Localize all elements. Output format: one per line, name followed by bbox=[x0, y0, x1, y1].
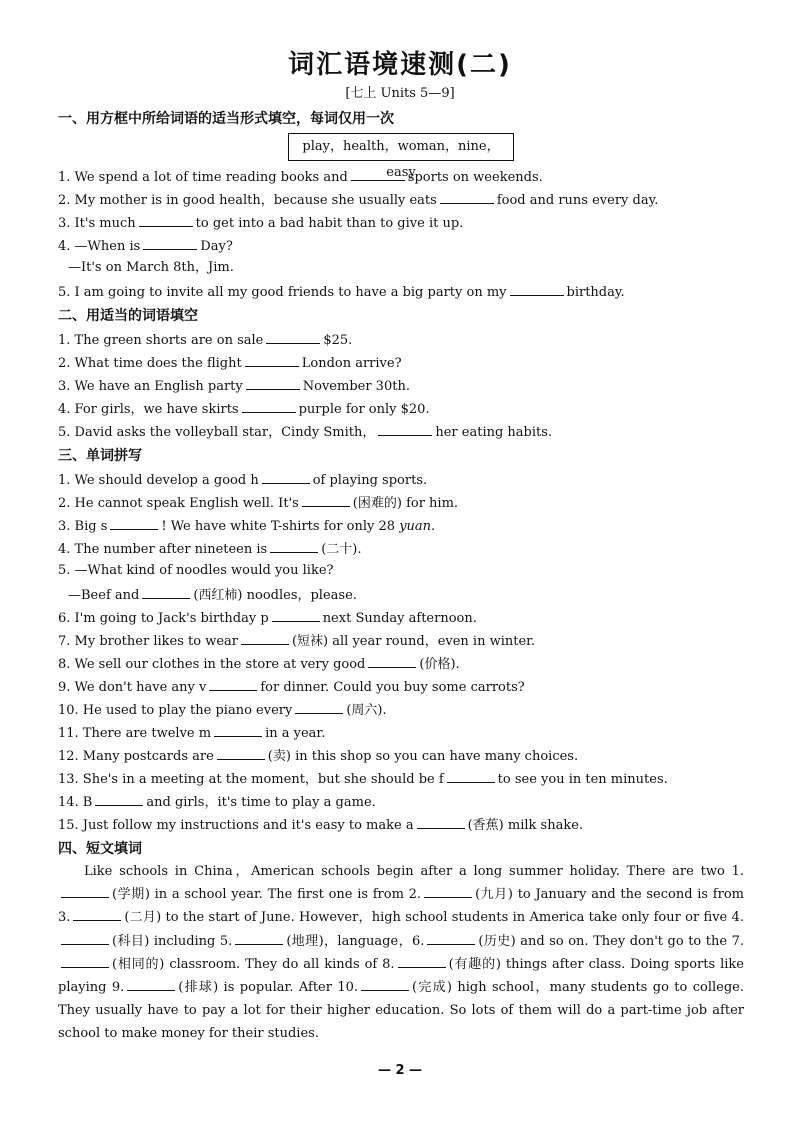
answer-blank[interactable] bbox=[110, 516, 158, 530]
answer-blank[interactable] bbox=[447, 769, 495, 783]
answer-blank[interactable] bbox=[378, 422, 432, 436]
page-number: — 2 — bbox=[377, 1063, 423, 1078]
answer-blank[interactable] bbox=[246, 376, 300, 390]
s1-item-5: 5. I am going to invite all my good friends to have a big party on my birthday. bbox=[58, 282, 625, 302]
s1-item-4-answer: —It's on March 8th，Jim. bbox=[68, 260, 234, 275]
s3-item-14: 14. B and girls，it's time to play a game. bbox=[58, 792, 376, 812]
s3-item-7: 7. My brother likes to wear (短袜) all year round，even in winter. bbox=[58, 631, 535, 651]
answer-blank[interactable] bbox=[217, 746, 265, 760]
answer-blank[interactable] bbox=[61, 884, 109, 898]
answer-blank[interactable] bbox=[245, 353, 299, 367]
section3-heading: 三、单词拼写 bbox=[58, 448, 142, 464]
answer-blank[interactable] bbox=[95, 792, 143, 806]
s3-item-13: 13. She's in a meeting at the moment，but she should be f to see you in ten minutes. bbox=[58, 769, 668, 789]
cloze-passage: Like schools in China，American schools begin after a long summer holiday. There are two 1.(学期) in a school year. The first one is from 2. (九月) to January and the second is from 3. (二月) to the start of June. However，high school students in America take only four or five 4.(科目) including 5. (地理)，language，6. (历史) and so on. They don't go to the 7.(相同的) classroom. They do all kinds of 8. (有趣的) things after class. Doing sports like playing 9. (排球) is popular. After 10. (完成) high school，many students go to college. They usually have to pay a lot for their higher education. So lots of them will do a part-time job after school to make money for their studies. bbox=[58, 864, 745, 1042]
s3-item-8: 8. We sell our clothes in the store at very good (价格). bbox=[58, 654, 460, 674]
section1-heading: 一、用方框中所给词语的适当形式填空，每词仅用一次 bbox=[58, 111, 394, 127]
answer-blank[interactable] bbox=[241, 631, 289, 645]
answer-blank[interactable] bbox=[73, 907, 121, 921]
answer-blank[interactable] bbox=[143, 236, 197, 250]
answer-blank[interactable] bbox=[398, 954, 446, 968]
section4-heading: 四、短文填词 bbox=[58, 841, 142, 857]
answer-blank[interactable] bbox=[266, 330, 320, 344]
s2-item-2: 2. What time does the flight London arrive? bbox=[58, 353, 402, 373]
answer-blank[interactable] bbox=[424, 884, 472, 898]
s3-item-5: 5. —What kind of noodles would you like? bbox=[58, 563, 334, 578]
answer-blank[interactable] bbox=[209, 677, 257, 691]
s1-item-4: 4. —When is Day? bbox=[58, 236, 233, 256]
answer-blank[interactable] bbox=[295, 700, 343, 714]
answer-blank[interactable] bbox=[351, 167, 405, 181]
page-title: 词汇语境速测(二) bbox=[288, 50, 512, 80]
s3-item-10: 10. He used to play the piano every (周六). bbox=[58, 700, 387, 720]
answer-blank[interactable] bbox=[417, 815, 465, 829]
s2-item-1: 1. The green shorts are on sale $25. bbox=[58, 330, 352, 350]
answer-blank[interactable] bbox=[61, 931, 109, 945]
answer-blank[interactable] bbox=[361, 977, 409, 991]
s3-item-5-answer: —Beef and (西红柿) noodles，please. bbox=[68, 585, 357, 605]
s3-item-15: 15. Just follow my instructions and it's easy to make a (香蕉) milk shake. bbox=[58, 815, 583, 835]
s3-item-4: 4. The number after nineteen is (二十). bbox=[58, 539, 362, 559]
s3-item-2: 2. He cannot speak English well. It's (困难的) for him. bbox=[58, 493, 458, 513]
section2-heading: 二、用适当的词语填空 bbox=[58, 308, 198, 324]
answer-blank[interactable] bbox=[127, 977, 175, 991]
s2-item-4: 4. For girls，we have skirts purple for only $20. bbox=[58, 399, 430, 419]
word-box: play，health，woman，nine，easy bbox=[288, 133, 514, 161]
s3-item-9: 9. We don't have any v for dinner. Could you buy some carrots? bbox=[58, 677, 525, 697]
s2-item-3: 3. We have an English party November 30th. bbox=[58, 376, 410, 396]
s3-item-3: 3. Big s ! We have white T-shirts for only 28 yuan. bbox=[58, 516, 435, 536]
page-subtitle: [七上 Units 5—9] bbox=[345, 86, 455, 101]
s1-item-2: 2. My mother is in good health，because she usually eats food and runs every day. bbox=[58, 190, 658, 210]
answer-blank[interactable] bbox=[272, 608, 320, 622]
answer-blank[interactable] bbox=[368, 654, 416, 668]
answer-blank[interactable] bbox=[270, 539, 318, 553]
answer-blank[interactable] bbox=[242, 399, 296, 413]
answer-blank[interactable] bbox=[139, 213, 193, 227]
s1-item-3: 3. It's much to get into a bad habit than to give it up. bbox=[58, 213, 463, 233]
s2-item-5: 5. David asks the volleyball star，Cindy Smith， her eating habits. bbox=[58, 422, 552, 442]
s1-item-1: 1. We spend a lot of time reading books and sports on weekends. bbox=[58, 167, 543, 187]
answer-blank[interactable] bbox=[262, 470, 310, 484]
answer-blank[interactable] bbox=[235, 931, 283, 945]
answer-blank[interactable] bbox=[302, 493, 350, 507]
answer-blank[interactable] bbox=[142, 585, 190, 599]
answer-blank[interactable] bbox=[440, 190, 494, 204]
answer-blank[interactable] bbox=[214, 723, 262, 737]
s3-item-12: 12. Many postcards are (卖) in this shop so you can have many choices. bbox=[58, 746, 578, 766]
answer-blank[interactable] bbox=[61, 954, 109, 968]
answer-blank[interactable] bbox=[427, 931, 475, 945]
answer-blank[interactable] bbox=[510, 282, 564, 296]
s3-item-6: 6. I'm going to Jack's birthday p next Sunday afternoon. bbox=[58, 608, 477, 628]
s3-item-11: 11. There are twelve m in a year. bbox=[58, 723, 325, 743]
s3-item-1: 1. We should develop a good h of playing sports. bbox=[58, 470, 427, 490]
